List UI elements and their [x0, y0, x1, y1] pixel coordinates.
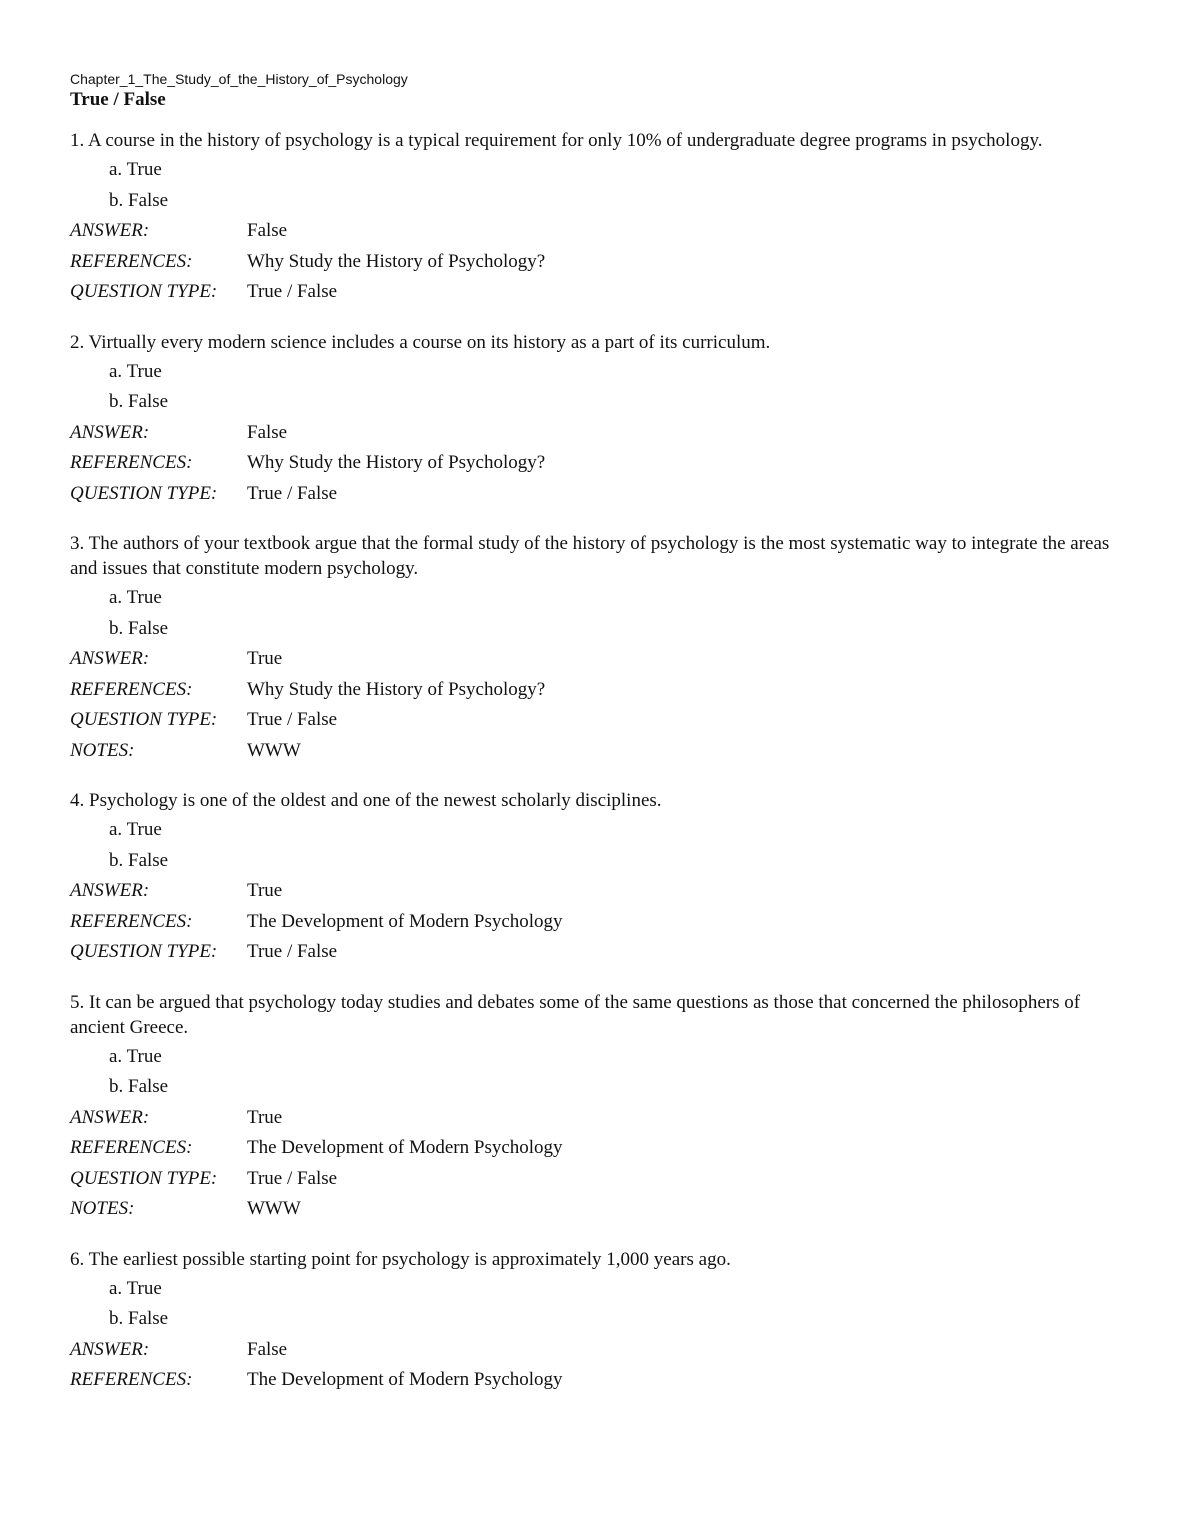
question-type-row [70, 277, 1110, 308]
answer-label: ANSWER: [70, 648, 150, 669]
references-label: REFERENCES: [70, 452, 193, 473]
option-true: a. True [109, 1045, 162, 1067]
references-label: REFERENCES: [70, 910, 193, 932]
answer-label: ANSWER: [70, 421, 150, 443]
answer-row [70, 1335, 1110, 1366]
references-value: The Development of Modern Psychology [247, 1369, 563, 1390]
option-true: a. True [109, 159, 162, 180]
question-type-value: True / False [247, 281, 338, 302]
answer-label: ANSWER: [70, 220, 150, 241]
question-type-value: True / False [247, 482, 338, 504]
question-item [70, 990, 1110, 1225]
question-item [70, 128, 1110, 308]
notes-row [70, 1194, 1110, 1225]
question-text: 1. A course in the history of psychology is a typical requirement for only 10% of undergraduate degree programs in psychology. [70, 130, 1043, 151]
option-false: b. False [109, 391, 169, 412]
references-row [70, 247, 1110, 278]
option-true: a. True [109, 819, 162, 840]
answer-value: False [247, 1338, 288, 1360]
option-true: a. True [109, 360, 162, 382]
references-value: Why Study the History of Psychology? [247, 678, 546, 700]
question-type-value: True / False [247, 941, 338, 962]
question-type-label: QUESTION TYPE: [70, 1167, 218, 1189]
answer-value: False [247, 220, 288, 241]
notes-label: NOTES: [70, 1198, 135, 1219]
chapter-title: Chapter_1_The_Study_of_the_History_of_Psychology [70, 71, 408, 87]
option-false: b. False [109, 189, 169, 211]
question-item [70, 788, 1110, 968]
answer-row [70, 644, 1110, 675]
references-label: REFERENCES: [70, 1137, 193, 1158]
question-type-label: QUESTION TYPE: [70, 482, 218, 504]
question-text: 6. The earliest possible starting point for psychology is approximately 1,000 years ago. [70, 1248, 731, 1270]
question-type-label: QUESTION TYPE: [70, 281, 218, 302]
references-value: The Development of Modern Psychology [247, 910, 563, 932]
answer-row [70, 876, 1110, 907]
question-item [70, 330, 1110, 510]
question-type-row [70, 479, 1110, 510]
references-value: The Development of Modern Psychology [247, 1137, 563, 1158]
question-item [70, 1247, 1110, 1396]
answer-label: ANSWER: [70, 1338, 150, 1360]
question-type-row [70, 1164, 1110, 1195]
answer-row [70, 1103, 1110, 1134]
option-true: a. True [109, 587, 162, 608]
answer-row [70, 216, 1110, 247]
question-type-row [70, 705, 1110, 736]
question-type-value: True / False [247, 1167, 338, 1189]
notes-row [70, 736, 1110, 767]
references-value: Why Study the History of Psychology? [247, 250, 546, 272]
question-text: 5. It can be argued that psychology today studies and debates some of the same questions as those that concerned the philosophers of ancient Greece. [70, 991, 1081, 1038]
references-value: Why Study the History of Psychology? [247, 452, 546, 473]
option-false: b. False [109, 1076, 169, 1097]
references-row [70, 1365, 1110, 1396]
references-row [70, 675, 1110, 706]
references-label: REFERENCES: [70, 678, 193, 700]
option-false: b. False [109, 1308, 169, 1329]
answer-label: ANSWER: [70, 1106, 150, 1128]
references-label: REFERENCES: [70, 250, 193, 272]
option-false: b. False [109, 849, 169, 871]
answer-label: ANSWER: [70, 880, 150, 901]
question-text: 4. Psychology is one of the oldest and one of the newest scholarly disciplines. [70, 790, 662, 811]
references-row [70, 1133, 1110, 1164]
answer-value: True [247, 1106, 283, 1128]
answer-value: True [247, 648, 283, 669]
document-page [70, 70, 1110, 1418]
question-text: 3. The authors of your textbook argue that the formal study of the history of psychology is the most systematic way to integrate the areas and issues that constitute modern psychology. [70, 533, 1110, 579]
notes-label: NOTES: [70, 739, 135, 761]
answer-value: True [247, 880, 283, 901]
section-heading: True / False [70, 89, 166, 110]
notes-value: WWW [247, 1198, 301, 1219]
question-item [70, 531, 1110, 766]
question-type-label: QUESTION TYPE: [70, 709, 218, 730]
question-type-value: True / False [247, 709, 338, 730]
question-type-label: QUESTION TYPE: [70, 941, 218, 962]
question-text: 2. Virtually every modern science includes a course on its history as a part of its curriculum. [70, 331, 771, 353]
question-type-row [70, 937, 1110, 968]
option-false: b. False [109, 617, 169, 639]
references-row [70, 448, 1110, 479]
answer-value: False [247, 421, 288, 443]
option-true: a. True [109, 1277, 162, 1299]
answer-row [70, 418, 1110, 449]
references-row [70, 907, 1110, 938]
notes-value: WWW [247, 739, 301, 761]
references-label: REFERENCES: [70, 1369, 193, 1390]
